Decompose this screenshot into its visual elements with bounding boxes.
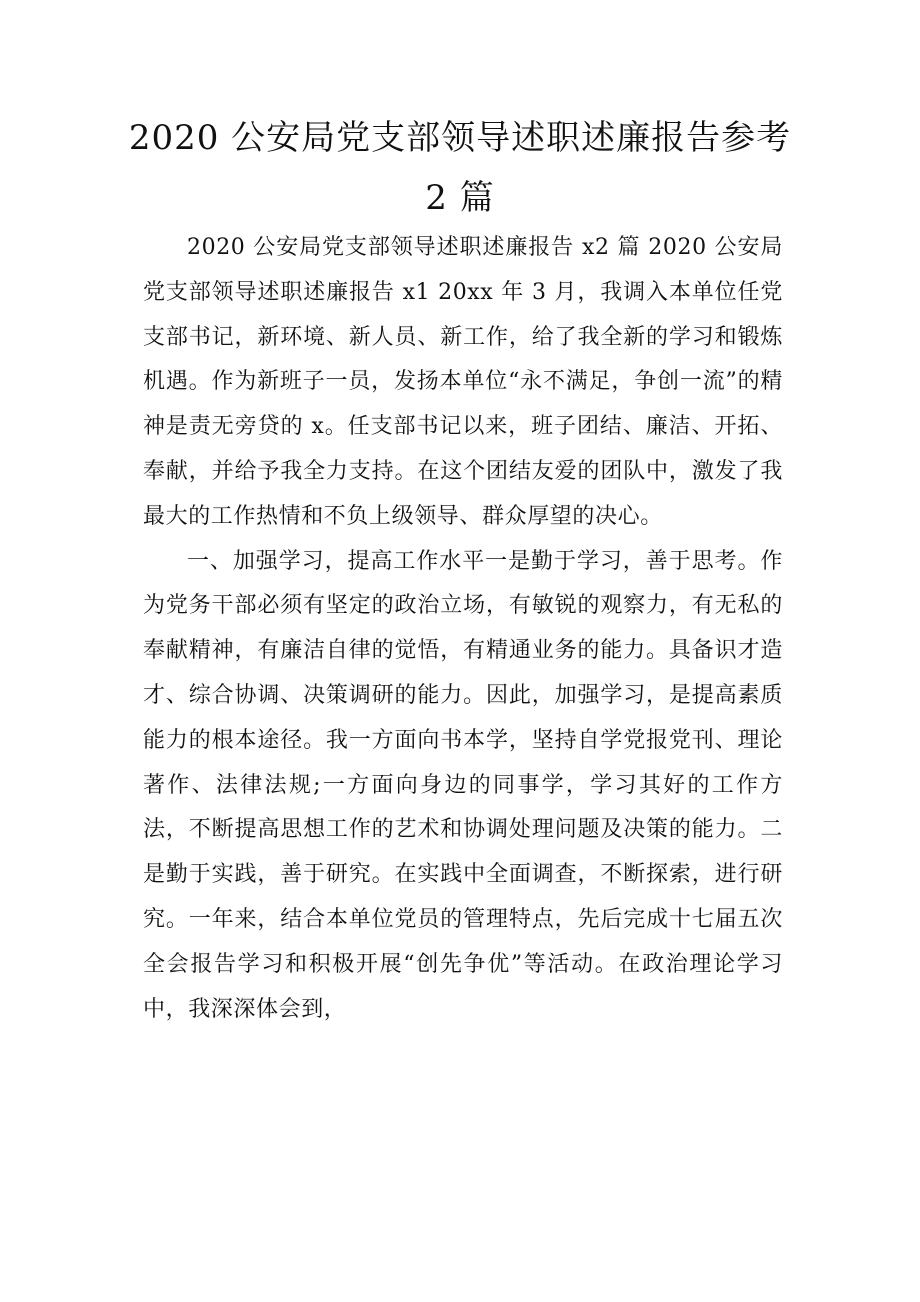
paragraph-section-1: 一、加强学习，提高工作水平一是勤于学习，善于思考。作为党务干部必须有坚定的政治立场，有敏锐的观察力，有无私的奉献精神，有廉洁自律的觉悟，有精通业务的能力。具备识才造才、综合协调、决策调研的能力。因此，加强学习，是提高素质能力的根本途径。我一方面向书本学，坚持自学党报党刊、理论著作、法律法规;一方面向身边的同事学，学习其好的工作方法，不断提高思想工作的艺术和协调处理问题及决策的能力。二是勤于实践，善于研究。在实践中全面调查，不断探索，进行研究。一年来，结合本单位党员的管理特点，先后完成十七届五次全会报告学习和积极开展“创先争优”等活动。在政治理论学习中，我深深体会到， xyxy=(143,548,783,1022)
title-line-1: 2020 公安局党支部领导述职述廉报告参考 xyxy=(128,118,792,158)
title-line-2: 2 篇 xyxy=(425,178,495,218)
document-body xyxy=(143,226,783,1032)
document-title xyxy=(100,108,820,228)
paragraph-intro: 2020 公安局党支部领导述职述廉报告 x2 篇 2020 公安局党支部领导述职述廉报告 x1 20xx 年 3 月，我调入本单位任党支部书记，新环境、新人员、新工作，给了我全新的学习和锻炼机遇。作为新班子一员，发扬本单位“永不满足，争创一流”的精神是责无旁贷的 x。任支部书记以来，班子团结、廉洁、开拓、奉献，并给予我全力支持。在这个团结友爱的团队中，激发了我最大的工作热情和不负上级领导、群众厚望的决心。 xyxy=(143,235,783,529)
